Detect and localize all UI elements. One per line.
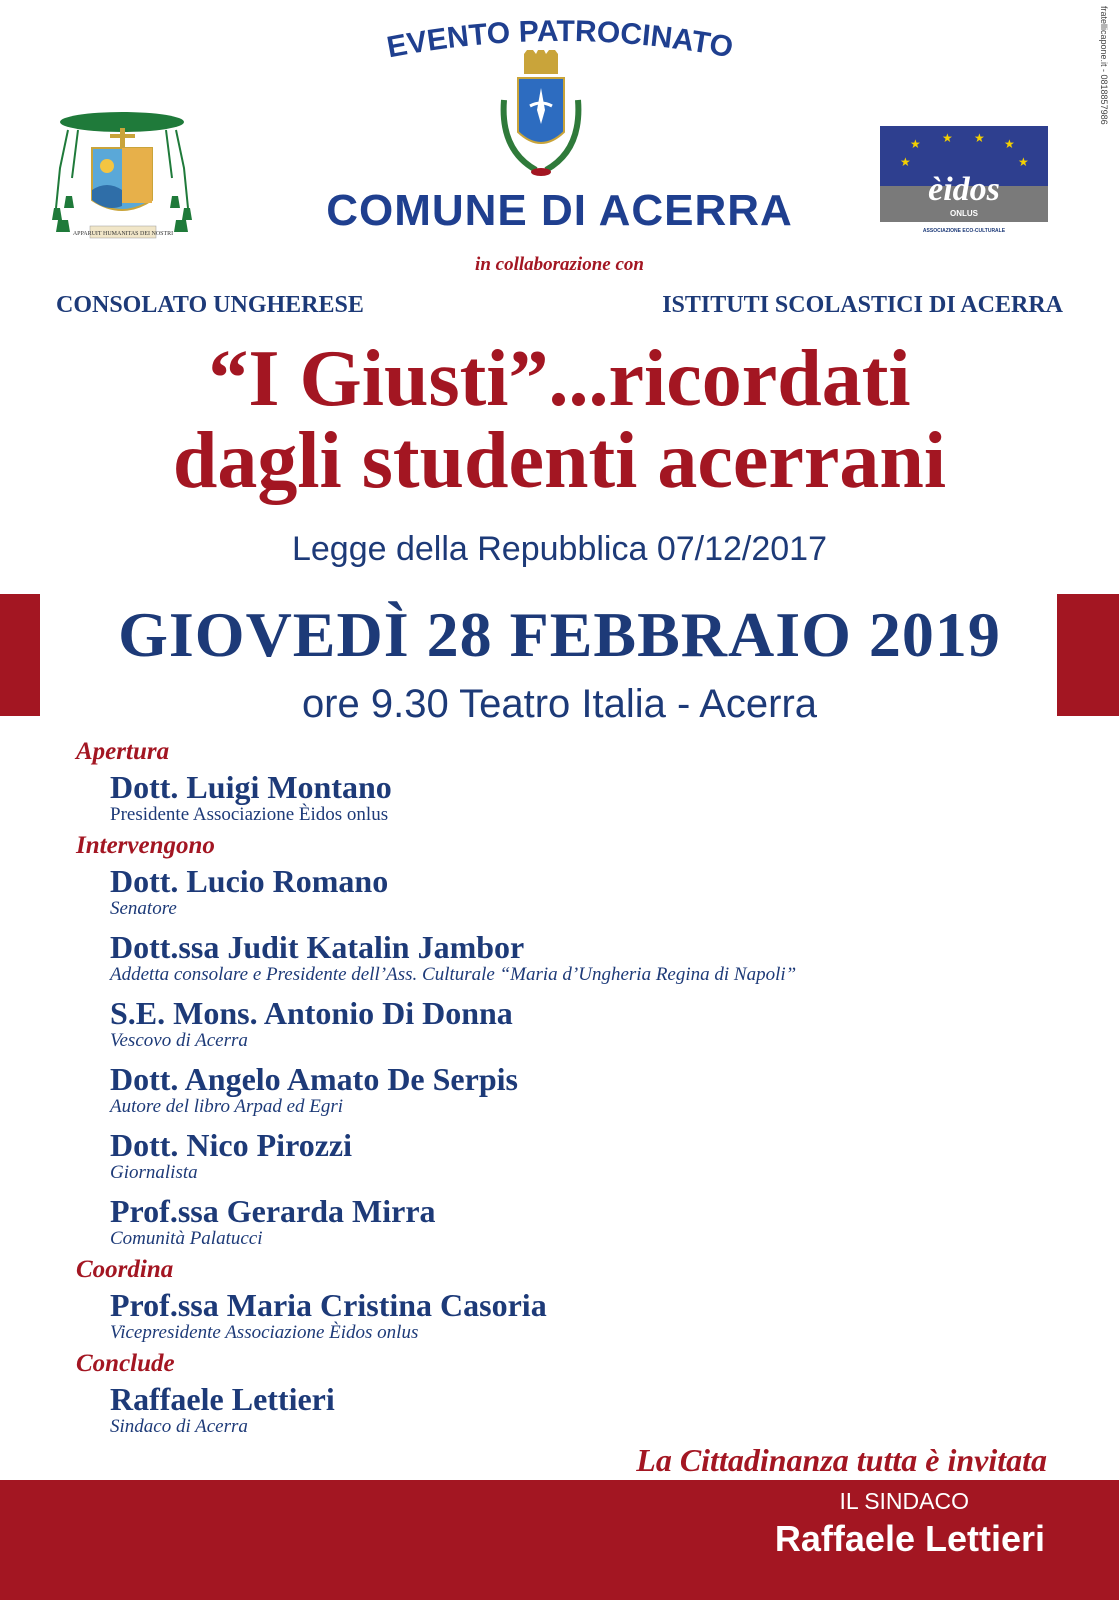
comune-crest (496, 50, 586, 182)
program-section (76, 1350, 1076, 1438)
speaker-entry (110, 1062, 1076, 1118)
svg-text:★: ★ (942, 131, 953, 145)
speaker-name: Dott. Angelo Amato De Serpis (110, 1061, 518, 1097)
sindaco-name: Raffaele Lettieri (774, 1518, 1045, 1559)
speaker-entry (110, 1382, 1076, 1438)
svg-text:★: ★ (900, 155, 911, 169)
speaker-role: Vicepresidente Associazione Èidos onlus (110, 1322, 419, 1343)
speaker-role: Comunità Palatucci (110, 1228, 263, 1249)
svg-text:★: ★ (1004, 137, 1015, 151)
speaker-role: Senatore (110, 898, 177, 919)
svg-text:★: ★ (974, 131, 985, 145)
svg-text:APPARUIT HUMANITAS DEI NOSTRI: APPARUIT HUMANITAS DEI NOSTRI (72, 231, 174, 237)
section-label: Intervengono (76, 832, 215, 859)
speaker-role: Vescovo di Acerra (110, 1030, 248, 1051)
section-label: Apertura (76, 738, 170, 765)
collaboration-text: in collaborazione con (475, 254, 644, 275)
speaker-role: Addetta consolare e Presidente dell’Ass. Culturale “Maria d’Ungheria Regina di Napoli” (110, 964, 797, 985)
speaker-entry (110, 770, 1076, 826)
speaker-entry (110, 930, 1076, 986)
speaker-entry (110, 1194, 1076, 1250)
section-label: Conclude (76, 1350, 175, 1377)
speaker-name: Raffaele Lettieri (110, 1381, 335, 1417)
speaker-role: Sindaco di Acerra (110, 1416, 248, 1437)
speaker-name: Dott. Lucio Romano (110, 863, 389, 899)
svg-text:èidos: èidos (928, 171, 1000, 208)
speaker-name: Prof.ssa Maria Cristina Casoria (110, 1287, 547, 1323)
speaker-name: S.E. Mons. Antonio Di Donna (110, 995, 513, 1031)
speaker-name: Dott. Luigi Montano (110, 769, 392, 805)
partner-consolato: CONSOLATO UNGHERESE (56, 292, 364, 318)
event-title-line2: dagli studenti acerrani (172, 417, 947, 505)
law-reference: Legge della Repubblica 07/12/2017 (291, 530, 827, 568)
speaker-role: Presidente Associazione Èidos onlus (110, 804, 389, 825)
speaker-entry (110, 1128, 1076, 1184)
program-list (76, 738, 1076, 1444)
program-section (76, 738, 1076, 826)
event-title (0, 335, 1119, 505)
svg-text:★: ★ (1018, 155, 1029, 169)
event-title-line1: “I Giusti”...ricordati (208, 335, 911, 423)
sindaco-label: IL SINDACO (839, 1488, 969, 1514)
event-venue: ore 9.30 Teatro Italia - Acerra (301, 682, 818, 726)
svg-text:EVENTO PATROCINATO: EVENTO PATROCINATO (383, 14, 736, 65)
comune-title: COMUNE DI ACERRA (326, 186, 793, 235)
svg-text:ASSOCIAZIONE ECO-CULTURALE: ASSOCIAZIONE ECO-CULTURALE (922, 228, 1006, 234)
partner-istituti: ISTITUTI SCOLASTICI DI ACERRA (662, 292, 1063, 318)
speaker-role: Autore del libro Arpad ed Egri (110, 1096, 344, 1117)
speaker-role: Giornalista (110, 1162, 198, 1183)
speaker-name: Dott. Nico Pirozzi (110, 1127, 352, 1163)
speaker-entry (110, 996, 1076, 1052)
invitation-text: La Cittadinanza tutta è invitata (636, 1442, 1047, 1478)
event-date: GIOVEDÌ 28 FEBBRAIO 2019 (118, 599, 1001, 670)
section-label: Coordina (76, 1256, 174, 1283)
svg-text:ONLUS: ONLUS (950, 209, 978, 218)
speaker-entry (110, 864, 1076, 920)
program-section (76, 1256, 1076, 1344)
program-section (76, 832, 1076, 1250)
speaker-name: Prof.ssa Gerarda Mirra (110, 1193, 436, 1229)
speaker-name: Dott.ssa Judit Katalin Jambor (110, 929, 525, 965)
speaker-entry (110, 1288, 1076, 1344)
svg-text:★: ★ (910, 137, 921, 151)
printer-note: fratellicapone.it - 0818857986 (1099, 6, 1109, 125)
